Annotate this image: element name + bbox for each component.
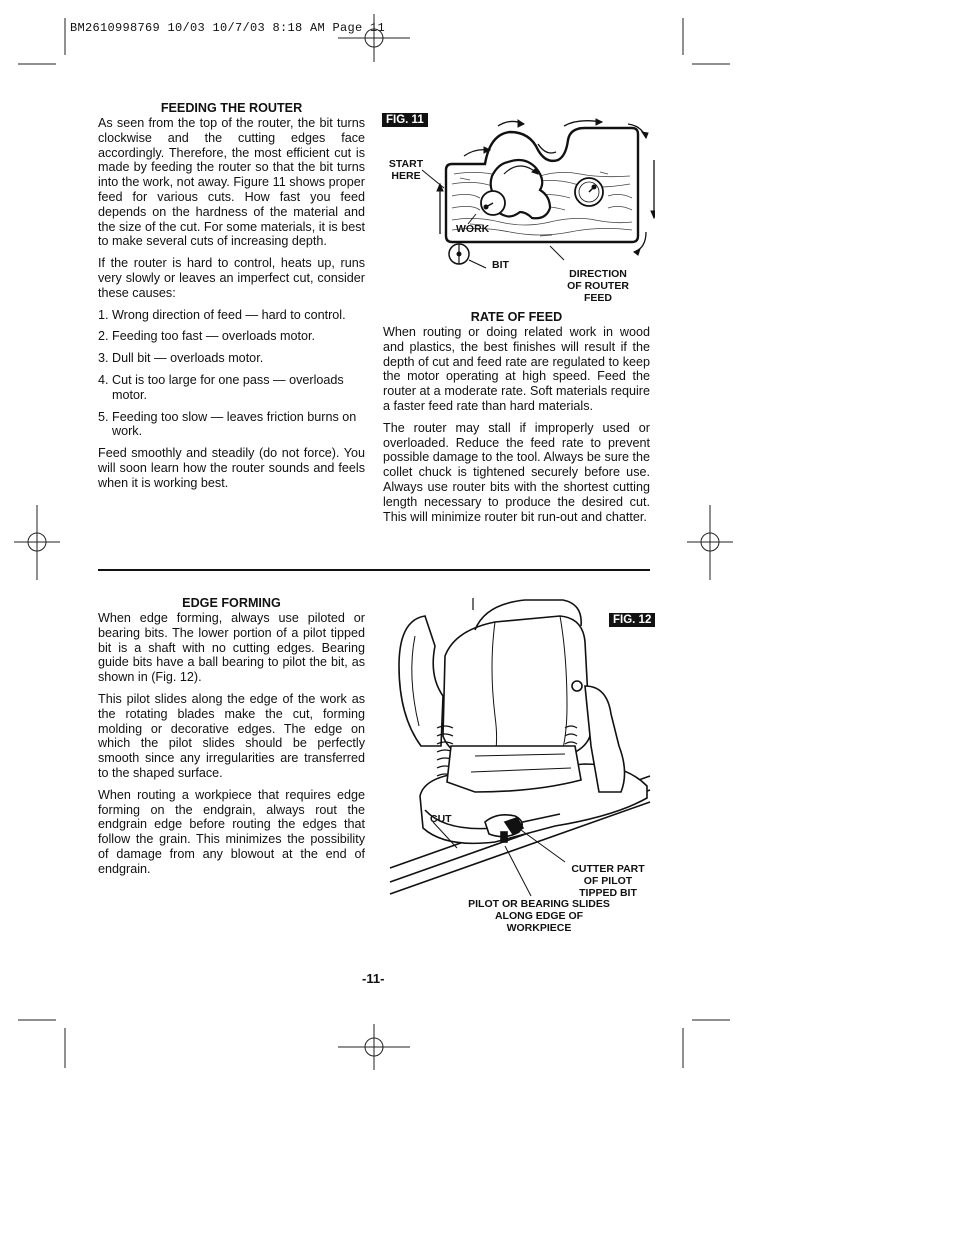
section-divider (98, 569, 650, 571)
cause-item: 1. Wrong direction of feed — hard to control. (98, 307, 346, 322)
rate-paragraph-2: The router may stall if improperly used or overloaded. Reduce the feed rate to prevent possible damage to the tool. Always be sure the collet chuck is tightened securely before use. Always use router bits with the shortest cutting length necessary to produce the desired cut. This will minimize router bit run-out and chatter. (383, 420, 650, 524)
fig12-cutter-label: CUTTER PART OF PILOT TIPPED BIT (571, 863, 645, 899)
feeding-paragraph-2: If the router is hard to control, heats up, runs very slowly or leaves an imperfect cut, consider these causes: (98, 256, 365, 300)
edge-paragraph-3: When routing a workpiece that requires edge forming on the endgrain, always rout the endgrain edge before routing the edges that follow the grain. This minimizes the possibility of damage from any blowout at the end of endgrain. (98, 787, 365, 876)
edge-paragraph-1: When edge forming, always use piloted or bearing bits. The lower portion of a pilot tipped bit is a shaft with no cutting edges. Bearing guide bits have a ball bearing to pilot the bit, as shown in (Fig. 12). (98, 611, 365, 685)
fig11-tag: FIG. 11 (382, 113, 428, 127)
fig12-illustration (385, 596, 655, 901)
causes-list (98, 308, 365, 440)
fig11-direction-label: DIRECTION OF ROUTER FEED (567, 268, 629, 304)
feeding-title: FEEDING THE ROUTER (160, 101, 303, 115)
printer-slug: BM2610998769 10/03 10/7/03 8:18 AM Page 11 (70, 21, 386, 35)
rate-paragraph-1: When routing or doing related work in wood and plastics, the best finishes will result if the depth of cut and feed rate are regulated to keep the motor operating at high speed. Feed the router at a moderate rate. Soft materials require a faster feed rate than hard materials. (383, 325, 650, 413)
edge-section (98, 596, 365, 884)
fig11-bit-label: BIT (492, 259, 509, 271)
fig12-pilot-label: PILOT OR BEARING SLIDES ALONG EDGE OF WORKPIECE (468, 898, 610, 934)
fig11-start-here-label: START HERE (388, 158, 424, 182)
cause-item: 3. Dull bit — overloads motor. (98, 351, 264, 366)
feeding-section (98, 101, 365, 498)
fig12-cut-label: CUT (430, 813, 452, 825)
cause-item: 2. Feeding too fast — overloads motor. (98, 329, 316, 344)
edge-title: EDGE FORMING (182, 596, 281, 610)
rate-title: RATE OF FEED (470, 310, 563, 324)
page-number: -11- (362, 971, 385, 986)
cause-item: 4. Cut is too large for one pass — overloads motor. (98, 372, 344, 402)
feeding-paragraph-3: Feed smoothly and steadily (do not force). You will soon learn how the router sounds and feels when it is working best. (98, 446, 365, 490)
rate-section (383, 310, 650, 531)
feeding-paragraph-1: As seen from the top of the router, the bit turns clockwise and the cutting edges face accordingly. Therefore, the most efficient cut is made by feeding the router so that the bit turns into the work, not away. Figure 11 shows proper feed for various cuts. How fast you feed depends on the hardness of the material and the size of the cut. For some materials, it is best to make several cuts of increasing depth. (98, 116, 365, 249)
edge-paragraph-2: This pilot slides along the edge of the work as the rotating blades make the cut, forming molding or decorative edges. The edge on which the pilot slides should be perfectly smooth since any irregularities are transferred to the shaped surface. (98, 691, 365, 780)
fig11-work-label: WORK (456, 223, 490, 235)
fig12-tag: FIG. 12 (609, 613, 655, 627)
cause-item: 5. Feeding too slow — leaves friction burns on work. (98, 409, 357, 439)
